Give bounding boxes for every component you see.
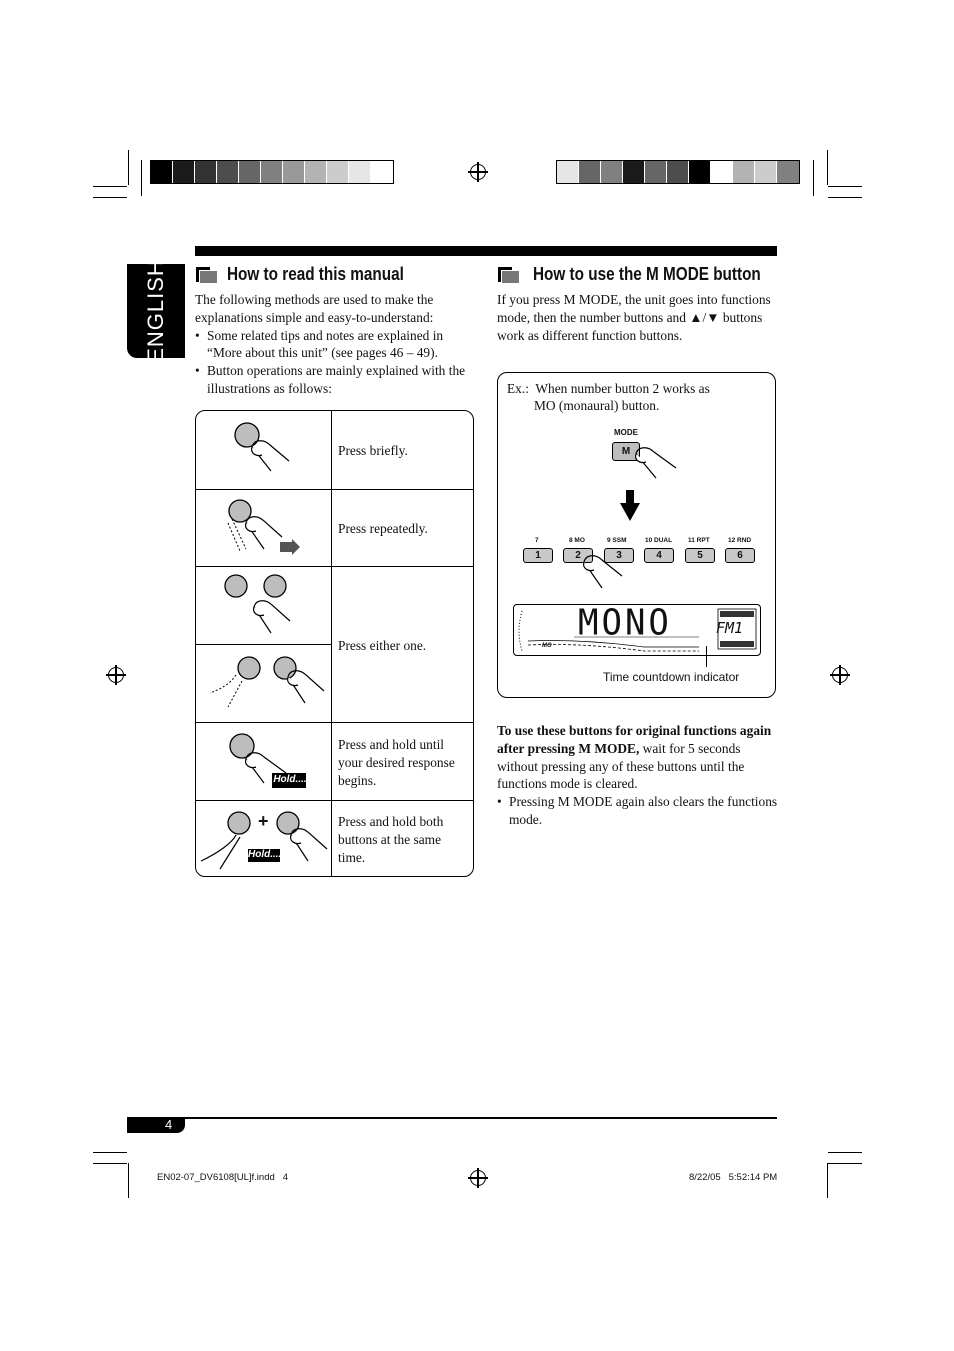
down-arrow-icon xyxy=(618,490,642,522)
press-illustrations xyxy=(196,411,331,877)
section-title-m-mode: How to use the M MODE button xyxy=(533,264,761,284)
color-bar-right xyxy=(556,160,800,184)
section-marker-icon xyxy=(196,267,216,282)
table-row-label: Press either one. xyxy=(338,638,427,653)
button-top-label: 8 MO xyxy=(569,537,585,544)
language-label: ENGLISH xyxy=(143,259,168,363)
lcd-main-text: MONO xyxy=(578,602,672,644)
button-top-label: 11 RPT xyxy=(688,537,710,544)
bullet-item: • Some related tips and notes are explained in “More about this unit” (see pages 46 – 49). xyxy=(195,327,473,363)
table-row-label: Press and hold both buttons at the same time. xyxy=(338,814,444,865)
read-manual-body xyxy=(195,291,473,398)
mode-button[interactable]: M xyxy=(612,442,640,461)
footer-timestamp: 8/22/05 5:52:14 PM xyxy=(689,1172,778,1183)
lcd-band: FM1 xyxy=(716,619,744,637)
footer-file: EN02-07_DV6108[UL]f.indd 4 xyxy=(157,1172,288,1183)
read-manual-intro: The following methods are used to make the explanations simple and easy-to-understand: xyxy=(195,292,434,325)
example-line-1: Ex.: When number button 2 works as xyxy=(507,381,710,396)
button-top-label: 10 DUAL xyxy=(645,537,673,544)
section-title-read-manual: How to read this manual xyxy=(227,264,404,284)
indicator-caption: Time countdown indicator xyxy=(603,670,740,684)
number-button-3[interactable]: 3 xyxy=(604,548,634,563)
number-button-5[interactable]: 5 xyxy=(685,548,715,563)
color-bar-left xyxy=(150,160,394,184)
button-top-label: 12 RND xyxy=(728,537,752,544)
m-mode-note xyxy=(497,722,779,829)
press-either-icon xyxy=(225,575,290,633)
lcd-mo-indicator: MO xyxy=(542,643,552,649)
button-top-label: 9 SSM xyxy=(607,537,627,544)
bullet-item: • Button operations are mainly explained with the illustrations as follows: xyxy=(195,362,473,398)
operations-table xyxy=(195,410,474,877)
press-repeatedly-icon xyxy=(228,500,300,555)
registration-mark-icon xyxy=(470,1170,486,1186)
lcd-display xyxy=(513,604,761,656)
registration-mark-icon xyxy=(470,164,486,180)
finger-icon xyxy=(630,440,690,490)
hold-label: Hold.... xyxy=(248,849,282,860)
registration-mark-icon xyxy=(832,667,848,683)
language-tab xyxy=(127,259,185,363)
number-button-4[interactable]: 4 xyxy=(644,548,674,563)
button-top-label: 7 xyxy=(535,537,539,544)
page-number-tab xyxy=(127,1118,185,1133)
bullet-item: • Pressing M MODE again also clears the functions mode. xyxy=(497,793,779,829)
registration-mark-icon xyxy=(108,667,124,683)
section-marker-icon xyxy=(498,267,518,282)
m-mode-intro: If you press M MODE, the unit goes into functions mode, then the number buttons and ▲/▼ buttons work as different function buttons. xyxy=(497,292,771,343)
number-button-1[interactable]: 1 xyxy=(523,548,553,563)
table-row-label: Press repeatedly. xyxy=(338,521,428,536)
note-rest: wait for 5 seconds without pressing any of these buttons until the functions mode is cleared. xyxy=(497,740,745,792)
plus-sign: + xyxy=(258,811,269,831)
finger-icon xyxy=(578,552,628,602)
number-button-2[interactable]: 2 xyxy=(563,548,593,563)
table-row-label: Press briefly. xyxy=(338,443,408,458)
page-number: 4 xyxy=(165,1117,173,1132)
table-row-label: Press and hold until your desired response begins. xyxy=(338,737,455,788)
press-briefly-icon xyxy=(235,423,289,471)
number-button-6[interactable]: 6 xyxy=(725,548,755,563)
note-bold: To use these buttons for original functions again after pressing M MODE, xyxy=(497,723,772,756)
mode-label: MODE xyxy=(614,428,638,437)
header-rule xyxy=(195,246,777,256)
example-line-2: MO (monaural) button. xyxy=(534,398,660,413)
hold-label: Hold.... xyxy=(273,774,307,785)
